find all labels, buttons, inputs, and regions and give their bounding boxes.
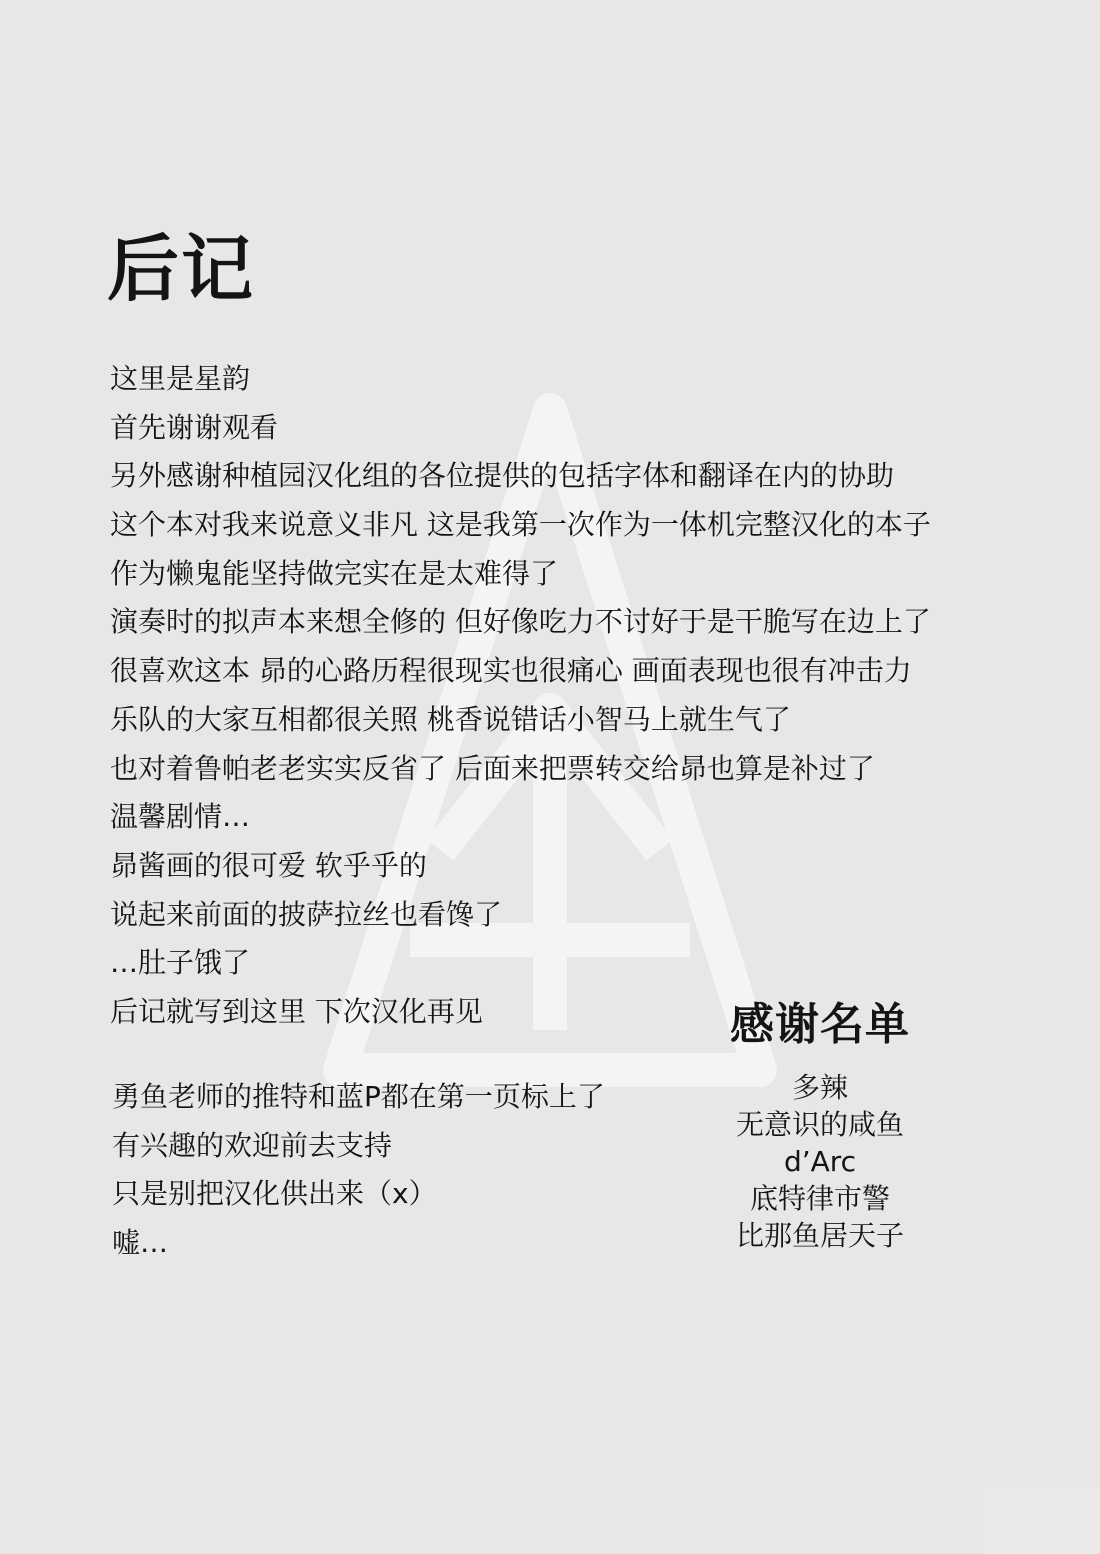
- text-line: 很喜欢这本 昴的心路历程很现实也很痛心 画面表现也很有冲击力: [110, 654, 912, 688]
- credit-name: 多辣: [791, 1071, 848, 1104]
- note-line: 只是别把汉化供出来（x）: [112, 1177, 437, 1211]
- corner-patch: [985, 1488, 1100, 1554]
- text-line: …肚子饿了: [110, 946, 251, 980]
- text-line: 作为懒鬼能坚持做完实在是太难得了: [110, 556, 559, 590]
- credit-name: 比那鱼居天子: [735, 1219, 904, 1252]
- text-line: 另外感谢种植园汉化组的各位提供的包括字体和翻译在内的协助: [110, 459, 895, 493]
- text-line: 这个本对我来说意义非凡 这是我第一次作为一体机完整汉化的本子: [110, 508, 931, 542]
- text-line: 说起来前面的披萨拉丝也看馋了: [110, 897, 503, 931]
- credits-heading: 感谢名单: [730, 999, 910, 1050]
- support-note: [112, 1073, 605, 1268]
- text-line: 后记就写到这里 下次汉化再见: [110, 994, 483, 1028]
- note-line: 勇鱼老师的推特和蓝P都在第一页标上了: [112, 1080, 605, 1113]
- text-line: 昴酱画的很可爱 软乎乎的: [110, 848, 427, 882]
- note-line: 嘘…: [112, 1226, 169, 1260]
- page-title: 后记: [107, 227, 256, 311]
- credit-name: d’Arc: [783, 1145, 857, 1178]
- text-line: 首先谢谢观看: [110, 410, 279, 444]
- afterword-text: [110, 355, 931, 1037]
- note-line: 有兴趣的欢迎前去支持: [112, 1128, 393, 1162]
- text-line: 温馨剧情…: [110, 800, 251, 834]
- credits-list: [700, 995, 940, 1254]
- text-line: 这里是星韵: [110, 362, 251, 395]
- text-line: 也对着鲁帕老老实实反省了 后面来把票转交给昴也算是补过了: [110, 751, 875, 785]
- text-line: 演奏时的拟声本来想全修的 但好像吃力不讨好于是干脆写在边上了: [110, 605, 931, 639]
- credit-name: 底特律市警: [749, 1182, 890, 1215]
- text-line: 乐队的大家互相都很关照 桃香说错话小智马上就生气了: [110, 702, 791, 736]
- credit-name: 无意识的咸鱼: [735, 1108, 904, 1141]
